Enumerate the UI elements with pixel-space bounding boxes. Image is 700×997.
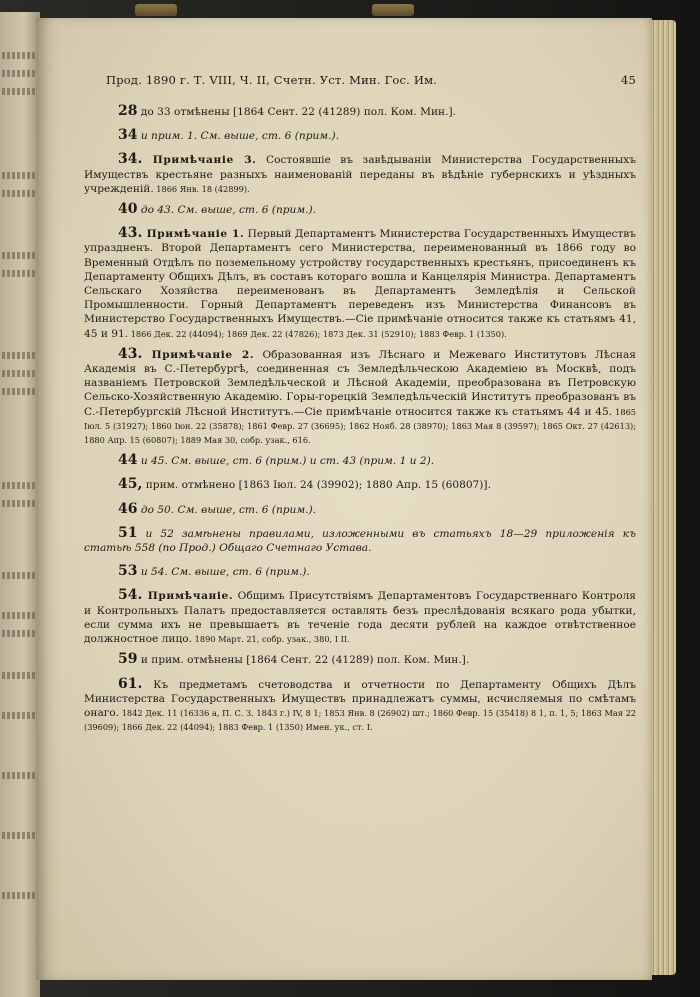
entry-28: 28 до 33 отмѣнены [1864 Сент. 22 (41289) пол. Ком. Мин.]. xyxy=(118,103,456,119)
entry-61: 61. Къ предметамъ счетоводства и отчетности по Департаменту Общихъ Дѣлъ Министерства Государственныхъ Имуществъ принадлежатъ суммы, исчисляемыя по смѣтамъ онаго. 1842 Дек. 11 (16336 а, П. С. З. 1843 г.) IV, 8 1; 1853 Янв. 8 (26902) шт.; 1860 Февр. 15 (35418) 8 1, п. 1, 5; 1863 Мая 22 (39609); 1866 Дек. 22 (44094); 1883 Февр. 1 (1350) Имен. ук., ст. I. xyxy=(84,675,636,733)
entry-45-note: 45, прим. отмѣнено [1863 Іюл. 24 (39902); 1880 Апр. 15 (60807)]. xyxy=(118,476,491,493)
entry-40: 40 до 43. См. выше, ст. 6 (прим.). xyxy=(118,201,317,218)
binding-clasp xyxy=(135,4,177,16)
entry-34: 34 и прим. 1. См. выше, ст. 6 (прим.). xyxy=(118,127,339,144)
entry-53: 53 и 54. См. выше, ст. 6 (прим.). xyxy=(118,563,310,580)
entry-43-note-1: 43. Примѣчаніе 1. Первый Департаментъ Министерства Государственныхъ Имуществъ упраздненъ. Второй Департаментъ сего Министерства, переименованный въ 1866 году во Временный Отдѣлъ по поземельному устройству государственныхъ крестьянъ, присоединенъ къ Департаменту Общихъ Дѣлъ, въ составъ котораго вошла и Канцелярія Министра. Департаментъ Сельскаго Хозяйства переименованъ въ Департаментъ Земледѣлія и Сельской Промышленности. Горный Департаментъ переведенъ изъ Министерства Финансовъ въ Министерство Государственныхъ Имуществъ.—Сіе примѣчаніе относится также къ статьямъ 41, 45 и 91. 1866 Дек. 22 (44094); 1869 Дек. 22 (47826); 1873 Дек. 31 (52910); 1883 Февр. 1 (1350). xyxy=(84,225,636,340)
page-number: 45 xyxy=(620,73,636,87)
entry-51: 51 и 52 замѣнены правилами, изложенными въ статьяхъ 18—29 приложенія къ статьѣ 558 (по Прод.) Общаго Счетнаго Устава. xyxy=(84,524,636,555)
entry-59: 59 и прим. отмѣнены [1864 Сент. 22 (41289) пол. Ком. Мин.]. xyxy=(118,651,470,668)
entry-44: 44 и 45. См. выше, ст. 6 (прим.) и ст. 43 (прим. 1 и 2). xyxy=(118,452,435,469)
binding-clasp xyxy=(372,4,414,16)
page-header xyxy=(106,73,636,87)
entry-43-note-2: 43. Примѣчаніе 2. Образованная изъ Лѣснаго и Межеваго Институтовъ Лѣсная Академія въ С.-Петербургѣ, соединенная съ Земледѣльческою Академіею въ Москвѣ, подъ названіемъ Петровской Земледѣльческой и Лѣсной Академіи, преобразована въ Петровскую Сельско-Хозяйственную Академію. Горы-горецкій Земледѣльческій Институтъ преобразованъ въ С.-Петербургскій Лѣсной Институтъ.—Сіе примѣчаніе относится также къ статьямъ 44 и 45. 1865 Іюл. 5 (31927); 1860 Іюн. 22 (35878); 1861 Февр. 27 (36695); 1862 Нояб. 28 (38970); 1863 Мая 8 (39597); 1865 Окт. 27 (42613); 1880 Апр. 15 (60807); 1889 Мая 30, собр. узак., 616. xyxy=(84,345,636,446)
page-content xyxy=(84,104,636,740)
entry-34-note-3: 34. Примѣчаніе 3. Состоявшіе въ завѣдываніи Министерства Государственныхъ Имуществъ крестьяне разныхъ наименованій переданы въ вѣдѣніе губернскихъ и уѣздныхъ учрежденій. 1866 Янв. 18 (42899). xyxy=(84,151,636,195)
running-title: Прод. 1890 г. Т. VIII, Ч. II, Счетн. Уст. Мин. Гос. Им. xyxy=(106,73,438,87)
entry-46: 46 до 50. См. выше, ст. 6 (прим.). xyxy=(118,500,317,517)
book-page xyxy=(36,18,652,980)
entry-54-note: 54. Примѣчаніе. Общимъ Присутствіямъ Департаментовъ Государственнаго Контроля и Контрольныхъ Палатъ предоставляется оставлять безъ преслѣдованія всякаго рода убытки, если сумма ихъ не превышаетъ въ теченіе года десяти рублей на каждое отвѣтственное должностное лицо. 1890 Март. 21, собр. узак., 380, I II. xyxy=(84,587,636,646)
left-page-edge xyxy=(0,12,40,997)
